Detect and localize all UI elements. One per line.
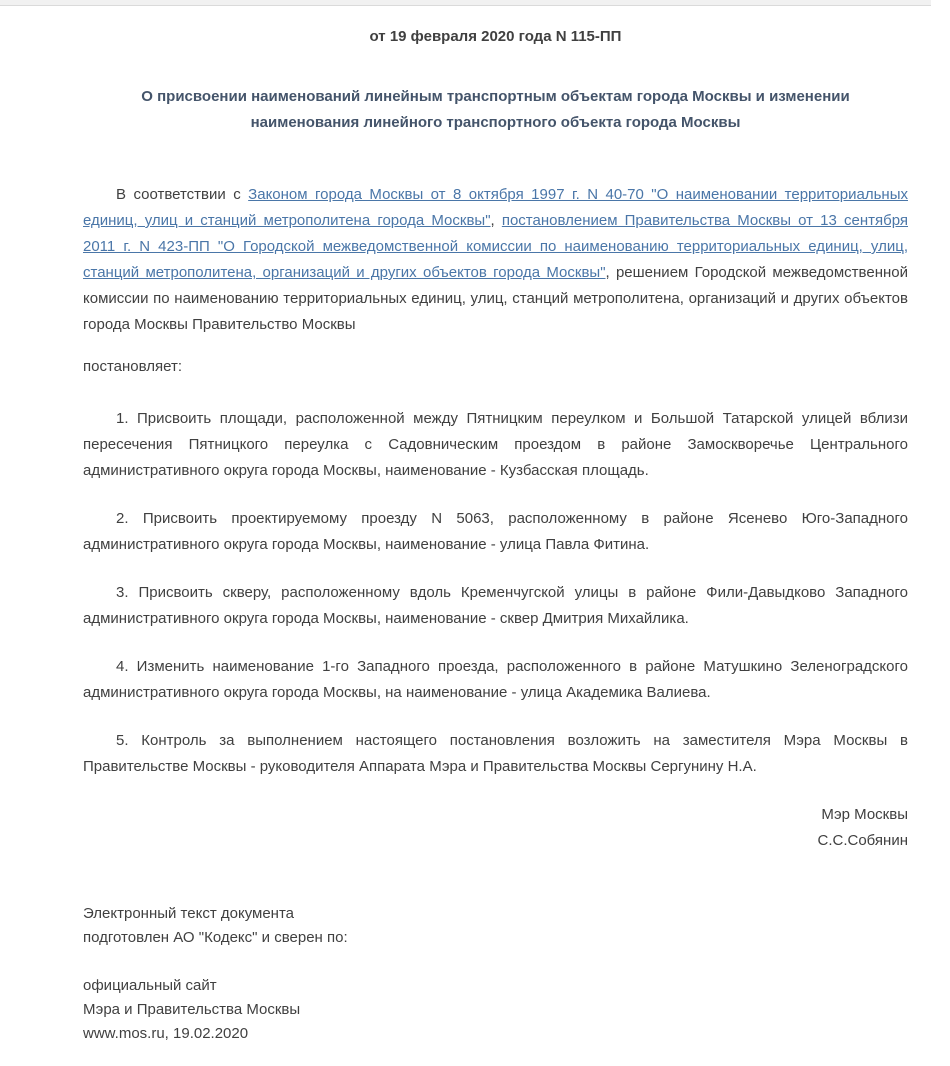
decree-item-2: 2. Присвоить проектируемому проезду N 5063, расположенному в районе Ясенево Юго-Западного административного округа города Москвы, наименование - улица Павла Фитина. (83, 510, 908, 553)
doc-title (83, 84, 908, 136)
signature-block (83, 802, 908, 854)
footer-note-block (83, 902, 908, 950)
doc-date-number: от 19 февраля 2020 года N 115-ПП (369, 28, 622, 45)
footer-source-line2: Мэра и Правительства Москвы (83, 1001, 301, 1018)
document-body (0, 6, 950, 1066)
decree-item-3: 3. Присвоить скверу, расположенному вдоль Кременчугской улицы в районе Фили-Давыдково Западного административного округа города Москвы, наименование - сквер Дмитрия Михайлика. (83, 584, 908, 627)
preamble-rest-text: , решением Городской межведомственной комиссии по наименованию территориальных единиц, улиц, станций метрополитена, организаций и других объектов города Москвы Правительство Москвы (83, 264, 908, 333)
doc-title-line2: наименования линейного транспортного объекта города Москвы (250, 114, 741, 131)
law-1997-link[interactable]: Законом города Москвы от 8 октября 1997 г. N 40-70 "О наименовании территориальных единиц, улиц и станций метрополитена города Москвы" (83, 186, 908, 229)
decree-item-4: 4. Изменить наименование 1-го Западного проезда, расположенного в районе Матушкино Зеленоградского административного округа города Москвы, на наименование - улица Академика Валиева. (83, 658, 908, 701)
preamble-intro-text: В соответствии с (116, 186, 249, 203)
resolves-line: постановляет: (83, 358, 183, 375)
signature-position: Мэр Москвы (821, 806, 908, 823)
footer-source-line1: официальный сайт (83, 977, 217, 994)
footer-note-line2: подготовлен АО "Кодекс" и сверен по: (83, 929, 348, 946)
footer-note-line1: Электронный текст документа (83, 905, 295, 922)
preamble-paragraph (83, 182, 908, 338)
footer-source-block (83, 974, 908, 1066)
decree-item-1: 1. Присвоить площади, расположенной между Пятницким переулком и Большой Татарской улицей вблизи пересечения Пятницкого переулка с Садовническим проездом в районе Замоскворечье Центрального административного округа города Москвы, наименование - Кузбасская площадь. (83, 410, 908, 479)
signature-name: С.С.Собянин (817, 832, 908, 849)
preamble-separator-text: , (490, 212, 502, 229)
doc-title-line1: О присвоении наименований линейным транспортным объектам города Москвы и изменении (141, 88, 850, 105)
decree-2011-link[interactable]: постановлением Правительства Москвы от 13 сентября 2011 г. N 423-ПП "О Городской межведомственной комиссии по наименованию территориальных единиц, улиц, станций метрополитена, организаций и других объектов города Москвы" (83, 212, 909, 281)
decree-item-5: 5. Контроль за выполнением настоящего постановления возложить на заместителя Мэра Москвы в Правительстве Москвы - руководителя Аппарата Мэра и Правительства Москвы Сергунину Н.А. (83, 732, 908, 775)
footer-source-line3: www.mos.ru, 19.02.2020 (83, 1025, 249, 1042)
